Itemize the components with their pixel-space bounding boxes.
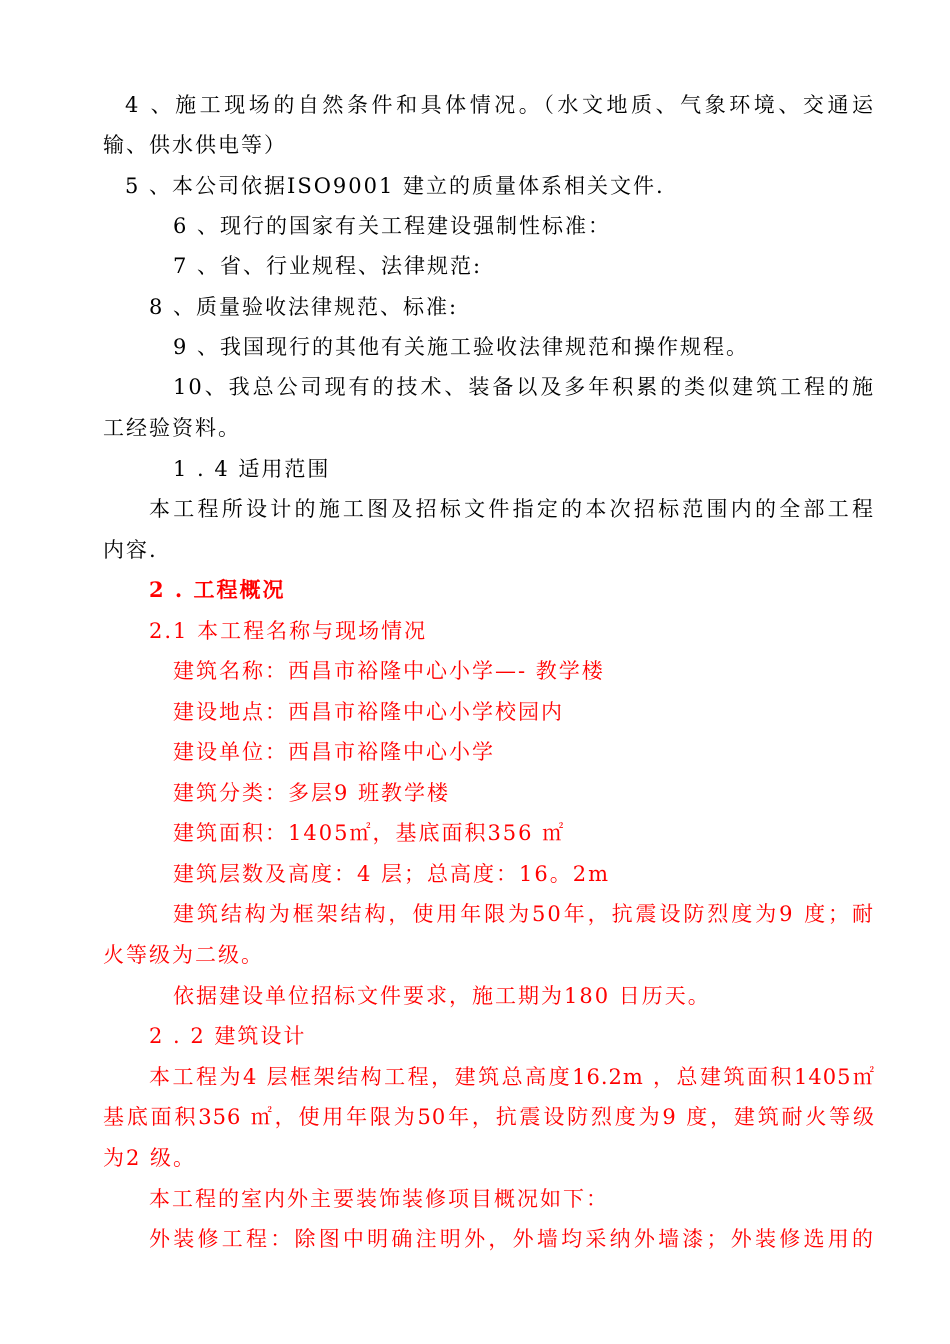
list-item-4-continued: 输、供水供电等） — [103, 133, 287, 157]
building-name: 建筑名称：西昌市裕隆中心小学—- 教学楼 — [173, 659, 605, 683]
scope-paragraph-continued: 内容. — [103, 538, 158, 562]
building-structure: 建筑结构为框架结构，使用年限为50年，抗震设防烈度为9 度；耐 — [173, 902, 875, 926]
list-item-9: 9 、我国现行的其他有关施工验收法律规范和操作规程。 — [173, 335, 750, 359]
building-owner: 建设单位：西昌市裕隆中心小学 — [173, 740, 495, 764]
construction-period: 依据建设单位招标文件要求，施工期为180 日历天。 — [173, 984, 711, 1008]
building-floors-height: 建筑层数及高度：4 层；总高度：16。2m — [173, 862, 611, 886]
building-category: 建筑分类：多层9 班教学楼 — [173, 781, 451, 805]
list-item-4: 4 、施工现场的自然条件和具体情况。（水文地质、气象环境、交通运 — [125, 93, 875, 117]
building-area: 建筑面积：1405㎡，基底面积356 ㎡ — [173, 821, 566, 845]
decoration-intro: 本工程的室内外主要装饰装修项目概况如下： — [149, 1187, 609, 1211]
list-item-7: 7 、省、行业规程、法律规范: — [173, 254, 483, 278]
list-item-8: 8 、质量验收法律规范、标准: — [149, 295, 459, 319]
building-structure-continued: 火等级为二级。 — [103, 943, 264, 967]
section-heading-1-4: 1 . 4 适用范围 — [173, 457, 331, 481]
section-heading-2: 2 . 工程概况 — [149, 577, 286, 602]
design-paragraph: 本工程为4 层框架结构工程，建筑总高度16.2m ，总建筑面积1405㎡ — [149, 1065, 875, 1089]
design-paragraph-line-2: 基底面积356 ㎡，使用年限为50年，抗震设防烈度为9 度，建筑耐火等级 — [103, 1105, 875, 1129]
list-item-10: 10、我总公司现有的技术、装备以及多年积累的类似建筑工程的施 — [173, 375, 875, 399]
design-paragraph-line-3: 为2 级。 — [103, 1146, 197, 1170]
exterior-decoration: 外装修工程：除图中明确注明外，外墙均采纳外墙漆；外装修选用的 — [149, 1227, 875, 1251]
section-heading-2-2: 2 . 2 建筑设计 — [149, 1024, 307, 1048]
list-item-6: 6 、现行的国家有关工程建设强制性标准： — [173, 214, 612, 238]
building-location: 建设地点：西昌市裕隆中心小学校园内 — [173, 700, 564, 724]
section-heading-2-1: 2.1 本工程名称与现场情况 — [149, 619, 428, 643]
list-item-10-continued: 工经验资料。 — [103, 416, 241, 440]
scope-paragraph: 本工程所设计的施工图及招标文件指定的本次招标范围内的全部工程 — [149, 497, 875, 521]
list-item-5: 5 、本公司依据ISO9001 建立的质量体系相关文件. — [125, 174, 665, 198]
